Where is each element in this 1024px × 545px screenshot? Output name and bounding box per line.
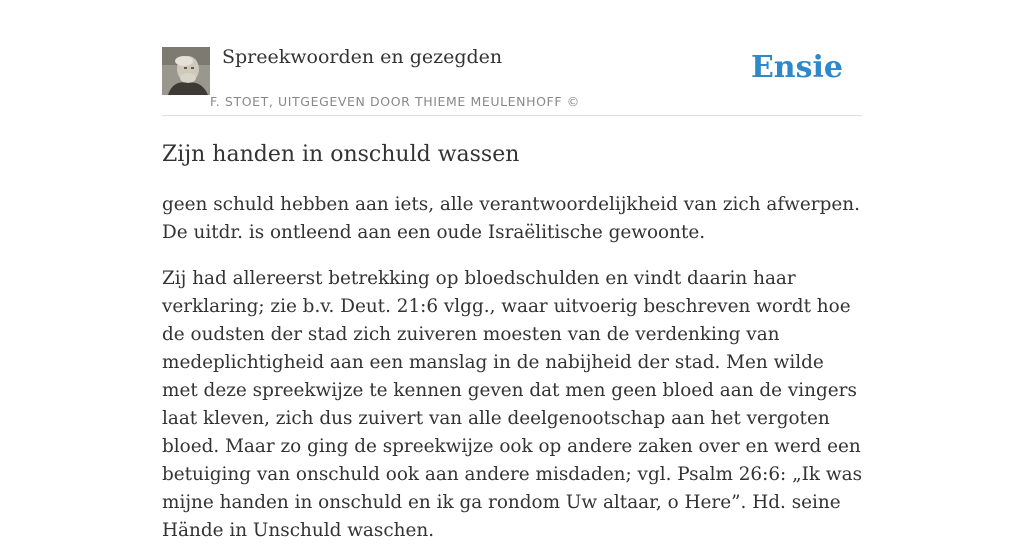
ensie-logo[interactable]: Ensie [750,50,843,85]
source-avatar[interactable] [162,47,210,95]
definition-paragraph: Zij had allereerst betrekking op bloedschulden en vindt daarin haar verklaring; zie b.v. Deut. 21:6 vlgg., waar uitvoerig beschreven wordt hoe de oudsten der stad zich zuiveren moesten van de verdenking van medeplichtigheid aan een manslag in de nabijheid der stad. Men wilde met deze spreekwijze te kennen geven dat men geen bloed aan de vingers laat kleven, zich dus zuivert van alle deelgenootschap aan het vergoten bloed. Maar zo ging de spreekwijze ook op andere zaken over en werd een betuiging van onschuld ook aan andere misdaden; vgl. Psalm 26:6: „Ik was mijne handen in onschuld en ik ga rondom Uw altaar, o Here”. Hd. seine Hände in Unschuld waschen. [162,268,863,541]
entry-definition [162,191,862,545]
entry-title: Zijn handen in onschuld wassen [162,142,520,167]
definition-paragraph: geen schuld hebben aan iets, alle verantwoordelijkheid van zich afwerpen. De uitdr. is ontleend aan een oude Israëlitische gewoonte. [162,194,860,243]
portrait-photo-icon [162,47,210,95]
source-meta: F. STOET, UITGEGEVEN DOOR THIEME MEULENHOFF © [210,94,580,109]
source-header [162,0,862,116]
source-title[interactable]: Spreekwoorden en gezegden [222,46,503,68]
entry-page [162,0,863,541]
